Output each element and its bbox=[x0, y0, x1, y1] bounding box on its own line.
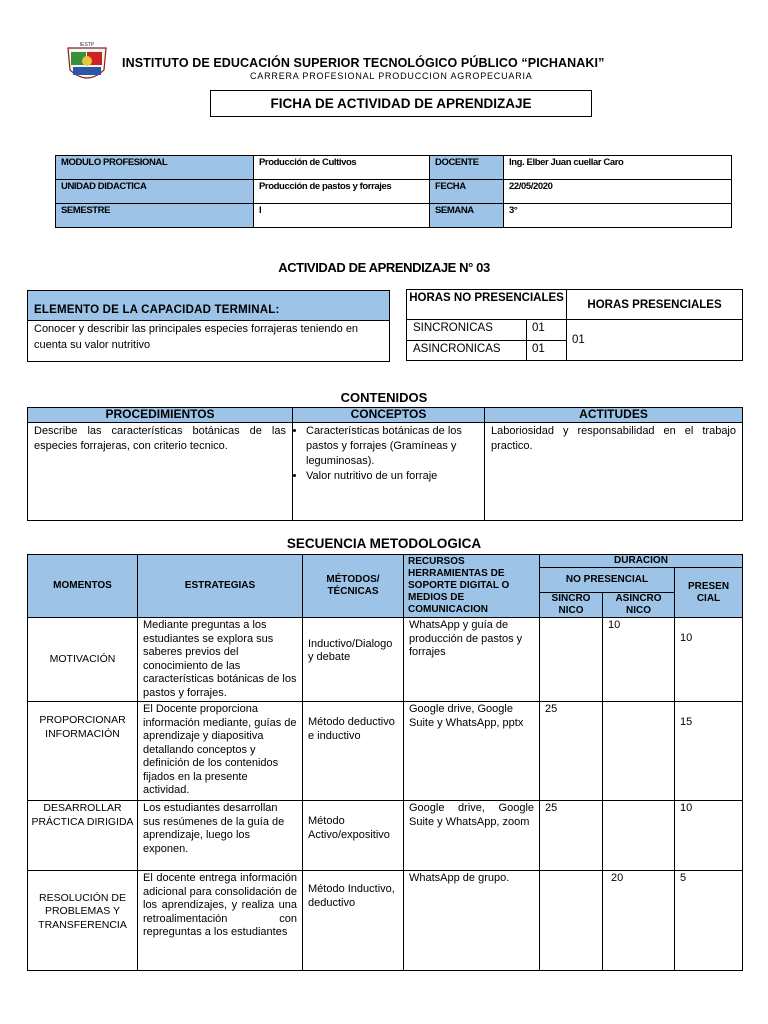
recursos-cell: WhatsApp de grupo. bbox=[404, 871, 540, 971]
unidad-value: Producción de pastos y forrajes bbox=[254, 180, 430, 204]
no-presencial-header: NO PRESENCIAL bbox=[540, 568, 675, 593]
metodo-cell: Método Activo/expositivo bbox=[303, 801, 404, 871]
estrategia-cell: Los estudiantes desarrollan sus resúmenes de la guía de aprendizaje, luego los exponen. bbox=[138, 801, 303, 871]
semestre-value: I bbox=[254, 204, 430, 228]
table-row bbox=[28, 801, 743, 871]
sincronico-cell bbox=[540, 871, 603, 971]
asincronico-cell bbox=[603, 801, 675, 871]
docente-value: Ing. Elber Juan cuellar Caro bbox=[504, 156, 732, 180]
asincronico-cell: 20 bbox=[603, 871, 675, 971]
recursos-cell: Google drive, Google Suite y WhatsApp, zoom bbox=[404, 801, 540, 871]
secuencia-title: SECUENCIA METODOLOGICA bbox=[286, 536, 482, 551]
semestre-label: SEMESTRE bbox=[56, 204, 254, 228]
asincronicas-label: ASINCRONICAS bbox=[407, 341, 527, 361]
estrategia-cell: El docente entrega información adicional para consolidación de los aprendizajes, y realiza una retroalimentación con repreguntas a los estudiantes bbox=[138, 871, 303, 971]
fecha-value: 22/05/2020 bbox=[504, 180, 732, 204]
career-name: CARRERA PROFESIONAL PRODUCCION AGROPECUARIA bbox=[250, 71, 533, 81]
fecha-label: FECHA bbox=[430, 180, 504, 204]
momento-cell: MOTIVACIÓN bbox=[28, 618, 138, 702]
secuencia-table bbox=[27, 554, 743, 971]
sincronicas-value: 01 bbox=[527, 320, 567, 341]
sincronico-cell bbox=[540, 618, 603, 702]
conceptos-header: CONCEPTOS bbox=[293, 408, 485, 423]
metodo-cell: Método deductivo e inductivo bbox=[303, 702, 404, 801]
institute-logo bbox=[62, 40, 112, 86]
docente-label: DOCENTE bbox=[430, 156, 504, 180]
estrategia-cell: Mediante preguntas a los estudiantes se explora sus saberes previos del conocimiento de las características botánicas de los pastos y forrajes. bbox=[138, 618, 303, 702]
actitudes-header: ACTITUDES bbox=[485, 408, 743, 423]
contenidos-title: CONTENIDOS bbox=[340, 390, 428, 405]
asincronico-header: ASINCRO NICO bbox=[603, 593, 675, 618]
recursos-cell: WhatsApp y guía de producción de pastos y forrajes bbox=[404, 618, 540, 702]
institute-name: INSTITUTO DE EDUCACIÓN SUPERIOR TECNOLÓGICO PÚBLICO “PICHANAKI” bbox=[122, 56, 605, 70]
presenciales-value: 01 bbox=[567, 320, 743, 361]
concepto-item: • Valor nutritivo de un forraje bbox=[306, 469, 478, 484]
elemento-heading: ELEMENTO DE LA CAPACIDAD TERMINAL: bbox=[28, 291, 389, 321]
recursos-header: RECURSOS HERRAMIENTAS DE SOPORTE DIGITAL O MEDIOS DE COMUNICACION bbox=[404, 555, 540, 618]
momento-cell: DESARROLLAR PRÁCTICA DIRIGIDA bbox=[28, 801, 138, 871]
momentos-header: MOMENTOS bbox=[28, 555, 138, 618]
modulo-label: MODULO PROFESIONAL bbox=[56, 156, 254, 180]
presencial-header: PRESEN CIAL bbox=[675, 568, 743, 618]
concepto-item: • Características botánicas de los pastos y forrajes (Gramíneas y leguminosas). bbox=[306, 424, 478, 469]
recursos-cell: Google drive, Google Suite y WhatsApp, pptx bbox=[404, 702, 540, 801]
momento-cell: PROPORCIONAR INFORMACIÓN bbox=[28, 702, 138, 801]
horas-presenciales-header: HORAS PRESENCIALES bbox=[567, 290, 743, 320]
svg-text:IESTP: IESTP bbox=[79, 42, 95, 48]
asincronico-cell bbox=[603, 702, 675, 801]
unidad-label: UNIDAD DIDACTICA bbox=[56, 180, 254, 204]
horas-no-presenciales-header: HORAS NO PRESENCIALES bbox=[407, 290, 567, 320]
duracion-header: DURACION bbox=[540, 555, 743, 568]
sincronico-cell: 25 bbox=[540, 702, 603, 801]
momento-cell: RESOLUCIÓN DE PROBLEMAS Y TRANSFERENCIA bbox=[28, 871, 138, 971]
info-table bbox=[55, 155, 732, 228]
presencial-cell: 10 bbox=[675, 801, 743, 871]
form-title: FICHA DE ACTIVIDAD DE APRENDIZAJE bbox=[210, 90, 592, 117]
presencial-cell: 10 bbox=[675, 618, 743, 702]
table-row bbox=[28, 702, 743, 801]
conceptos-cell bbox=[293, 423, 485, 521]
procedimientos-cell: Describe las características botánicas de las especies forrajeras, con criterio tecnico. bbox=[28, 423, 293, 521]
estrategias-header: ESTRATEGIAS bbox=[138, 555, 303, 618]
metodo-cell: Método Inductivo, deductivo bbox=[303, 871, 404, 971]
contenidos-table bbox=[27, 407, 743, 521]
table-row bbox=[28, 871, 743, 971]
presencial-cell: 5 bbox=[675, 871, 743, 971]
sincronico-header: SINCRO NICO bbox=[540, 593, 603, 618]
horas-table bbox=[406, 289, 743, 361]
presencial-cell: 15 bbox=[675, 702, 743, 801]
asincronico-cell: 10 bbox=[603, 618, 675, 702]
metodo-cell: Inductivo/Dialogo y debate bbox=[303, 618, 404, 702]
semana-label: SEMANA bbox=[430, 204, 504, 228]
procedimientos-header: PROCEDIMIENTOS bbox=[28, 408, 293, 423]
actitudes-cell: Laboriosidad y responsabilidad en el trabajo practico. bbox=[485, 423, 743, 521]
elemento-box bbox=[27, 290, 390, 362]
sincronicas-label: SINCRONICAS bbox=[407, 320, 527, 341]
asincronicas-value: 01 bbox=[527, 341, 567, 361]
activity-title: ACTIVIDAD DE APRENDIZAJE N° 03 bbox=[278, 260, 490, 275]
metodos-header: MÉTODOS/ TÉCNICAS bbox=[303, 555, 404, 618]
modulo-value: Producción de Cultivos bbox=[254, 156, 430, 180]
table-row bbox=[28, 618, 743, 702]
elemento-text: Conocer y describir las principales especies forrajeras teniendo en cuenta su valor nutritivo bbox=[34, 323, 359, 351]
estrategia-cell: El Docente proporciona información mediante, guías de aprendizaje y diapositiva detallando conceptos y definición de los contenidos fijados en la presente actividad. bbox=[138, 702, 303, 801]
semana-value: 3° bbox=[504, 204, 732, 228]
sincronico-cell: 25 bbox=[540, 801, 603, 871]
